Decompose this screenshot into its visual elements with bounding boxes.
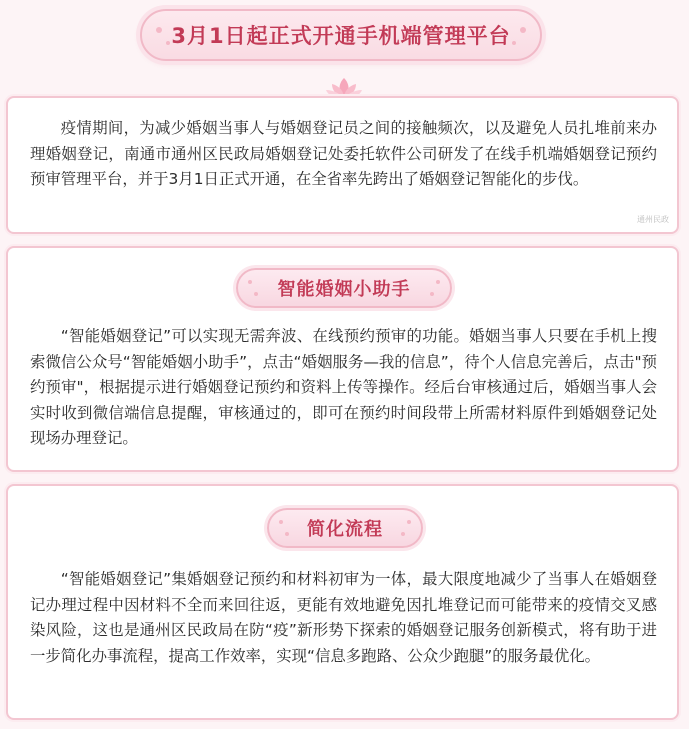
- assistant-section-card: [6, 246, 679, 472]
- simplify-section-heading-pill: [267, 508, 423, 548]
- decor-dot: [407, 520, 411, 524]
- decor-dot: [166, 41, 170, 45]
- simplify-section-heading: 简化流程: [307, 519, 383, 540]
- simplify-section-card: [6, 484, 679, 720]
- decor-dot: [520, 27, 526, 33]
- decor-dot: [436, 280, 440, 284]
- decor-dot: [279, 520, 283, 524]
- decor-dot: [248, 280, 252, 284]
- page-title: 3月1日起正式开通手机端管理平台: [171, 24, 511, 48]
- assistant-section-heading-pill: [236, 268, 452, 308]
- simplify-section-paragraph: “智能婚姻登记”集婚姻登记预约和材料初审为一体，最大限度地减少了当事人在婚姻登记办理过程中因材料不全而来回往返，更能有效地避免因扎堆登记而可能带来的疫情交叉感染风险，这也是通州区民政局在防“疫”新形势下探索的婚姻登记服务创新模式，将有助于进一步简化办事流程，提高工作效率，实现“信息多跑路、公众少跑腿”的服务最优化。: [30, 570, 657, 665]
- decor-dot: [254, 292, 258, 296]
- watermark-label: 通州民政: [637, 215, 669, 224]
- decor-dot: [401, 532, 405, 536]
- decor-dot: [156, 27, 162, 33]
- decor-dot: [430, 292, 434, 296]
- page-title-banner: [140, 9, 542, 61]
- decor-dot: [285, 532, 289, 536]
- intro-card: [6, 96, 679, 234]
- decor-dot: [512, 41, 516, 45]
- assistant-section-paragraph: “智能婚姻登记”可以实现无需奔波、在线预约预审的功能。婚姻当事人只要在手机上搜索微信公众号“智能婚姻小助手”，点击“婚姻服务—我的信息”，待个人信息完善后，点击"预约预审"，根据提示进行婚姻登记预约和资料上传等操作。经后台审核通过后，婚姻当事人会实时收到微信端信息提醒，审核通过的，即可在预约时间段带上所需材料原件到婚姻登记处现场办理登记。: [30, 327, 657, 447]
- intro-paragraph: 疫情期间，为减少婚姻当事人与婚姻登记员之间的接触频次，以及避免人员扎堆前来办理婚姻登记，南通市通州区民政局婚姻登记处委托软件公司研发了在线手机端婚姻登记预约预审管理平台，并于3月1日正式开通，在全省率先跨出了婚姻登记智能化的步伐。: [30, 119, 657, 188]
- assistant-section-heading: 智能婚姻小助手: [277, 279, 411, 300]
